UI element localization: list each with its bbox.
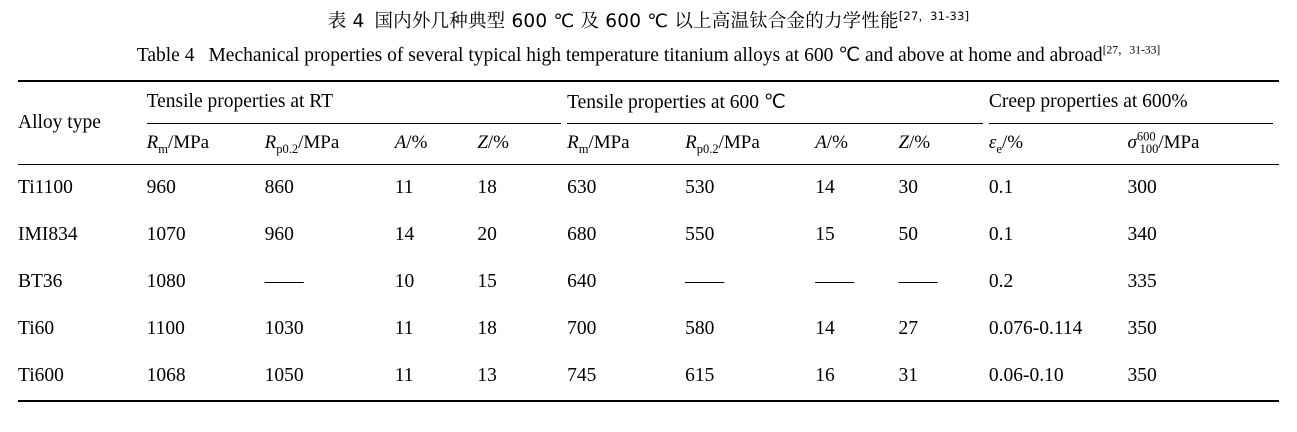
cell-ht-rm: 745: [567, 353, 685, 401]
group-header-tensile-600: [567, 81, 989, 124]
cell-rt-z: 13: [477, 353, 567, 401]
cell-ht-z: 50: [898, 224, 918, 246]
cell-rt-a: 10: [394, 271, 415, 293]
caption-english: [18, 41, 1279, 71]
group-header-tensile-600-label: Tensile properties at 600 ℃: [567, 92, 786, 114]
caption-chinese-label: 表 4: [327, 11, 365, 32]
cell-rt-a: 14: [394, 224, 415, 246]
cell-creep-eps: 0.1: [988, 224, 1014, 246]
table-body: [18, 164, 1279, 401]
cell-ht-rp: ——: [685, 271, 725, 293]
column-header-rt-rp02: $R_{p0.2}$/MPa: [264, 131, 340, 156]
column-header-alloy-type: Alloy type: [18, 81, 147, 165]
cell-ht-rp: 615: [685, 353, 815, 401]
cell-creep-eps: 0.2: [988, 271, 1014, 293]
cell-rt-z: 18: [477, 318, 497, 340]
cell-creep-sigma: 300: [1127, 164, 1279, 212]
cell-rt-rm: 960: [147, 164, 265, 212]
column-header-ht-z: Z/%: [898, 131, 931, 153]
cell-alloy: IMI834: [18, 224, 78, 246]
cell-ht-z: 27: [898, 318, 918, 340]
cell-ht-a: 14: [815, 318, 835, 340]
column-header-ht-rm: $R_m$/MPa: [567, 131, 630, 156]
cell-ht-rp: 580: [685, 318, 715, 340]
table-row: [18, 164, 1279, 212]
column-header-creep-sigma: $\sigma^{600}_{100}$/MPa: [1127, 129, 1200, 156]
cell-rt-rm: 1070: [146, 224, 186, 246]
cell-rt-rm: 1080: [146, 271, 186, 293]
cell-rt-rp: 960: [264, 224, 294, 246]
cell-creep-sigma: 350: [1127, 353, 1279, 401]
cell-alloy: Ti60: [18, 318, 55, 340]
caption-chinese-ref: [27，31-33]: [898, 8, 970, 23]
cell-rt-rp: 1050: [265, 353, 395, 401]
group-header-rule: [567, 123, 983, 124]
cell-ht-z: 31: [898, 353, 988, 401]
cell-rt-z: 20: [477, 224, 497, 246]
cell-rt-z: 18: [477, 164, 567, 212]
column-header-rt-a: A/%: [394, 131, 428, 153]
table-row: [18, 353, 1279, 401]
caption-chinese: [18, 8, 1279, 37]
group-header-creep-600: [989, 81, 1279, 124]
cell-creep-eps: 0.06-0.10: [989, 353, 1128, 401]
cell-alloy: Ti600: [18, 353, 147, 401]
cell-creep-eps: 0.076-0.114: [988, 318, 1083, 340]
cell-creep-sigma: 335: [1127, 271, 1157, 293]
caption-english-ref: [27，31-33]: [1102, 44, 1161, 57]
mechanical-properties-table: [18, 80, 1279, 402]
cell-rt-a: 11: [395, 164, 478, 212]
caption-english-text: Mechanical properties of several typical high temperature titanium alloys at 600 ℃ and above at home and abroad: [208, 44, 1103, 66]
cell-rt-rm: 1100: [146, 318, 185, 340]
cell-rt-rp: 860: [265, 164, 395, 212]
cell-ht-a: ——: [815, 271, 855, 293]
column-header-creep-epsilon: $\varepsilon_e/\%$: [988, 131, 1024, 156]
caption-chinese-text: 国内外几种典型 600 ℃ 及 600 ℃ 以上高温钛合金的力学性能: [374, 11, 899, 32]
cell-creep-eps: 0.1: [989, 164, 1128, 212]
cell-rt-rm: 1068: [147, 353, 265, 401]
cell-ht-rm: 700: [567, 318, 597, 340]
group-header-rule: [147, 123, 562, 124]
cell-creep-sigma: 350: [1127, 318, 1157, 340]
cell-ht-a: 15: [815, 224, 835, 246]
group-header-tensile-rt: [147, 81, 568, 124]
cell-creep-sigma: 340: [1127, 224, 1157, 246]
cell-rt-rp: ——: [264, 271, 304, 293]
cell-ht-z: 30: [898, 164, 988, 212]
cell-ht-a: 14: [815, 164, 898, 212]
cell-ht-rm: 630: [567, 164, 685, 212]
table-row: [18, 306, 1279, 353]
cell-ht-rm: 680: [567, 224, 597, 246]
cell-ht-rm: 640: [567, 271, 597, 293]
table-subheader-row: [18, 124, 1279, 165]
column-header-ht-a: A/%: [815, 131, 848, 153]
table-row: [18, 212, 1279, 259]
cell-rt-a: 11: [394, 318, 414, 340]
cell-rt-z: 15: [477, 271, 497, 293]
caption-english-label: Table 4: [136, 44, 195, 66]
group-header-tensile-rt-label: Tensile properties at RT: [146, 91, 334, 113]
cell-ht-a: 16: [815, 353, 898, 401]
cell-ht-rp: 550: [685, 224, 715, 246]
cell-rt-rp: 1030: [264, 318, 304, 340]
cell-rt-a: 11: [395, 353, 478, 401]
group-header-creep-600-label: Creep properties at 600%: [988, 91, 1188, 113]
column-header-ht-rp02: $R_{p0.2}$/MPa: [685, 131, 760, 156]
column-header-rt-z: Z/%: [477, 131, 510, 153]
table-group-header-row: [18, 81, 1279, 124]
cell-ht-z: ——: [898, 271, 938, 293]
cell-alloy: BT36: [18, 271, 63, 293]
table-row: [18, 259, 1279, 306]
column-header-rt-rm: $R_m$/MPa: [146, 131, 210, 156]
group-header-rule: [989, 123, 1273, 124]
cell-ht-rp: 530: [685, 164, 815, 212]
cell-alloy: Ti1100: [18, 164, 147, 212]
